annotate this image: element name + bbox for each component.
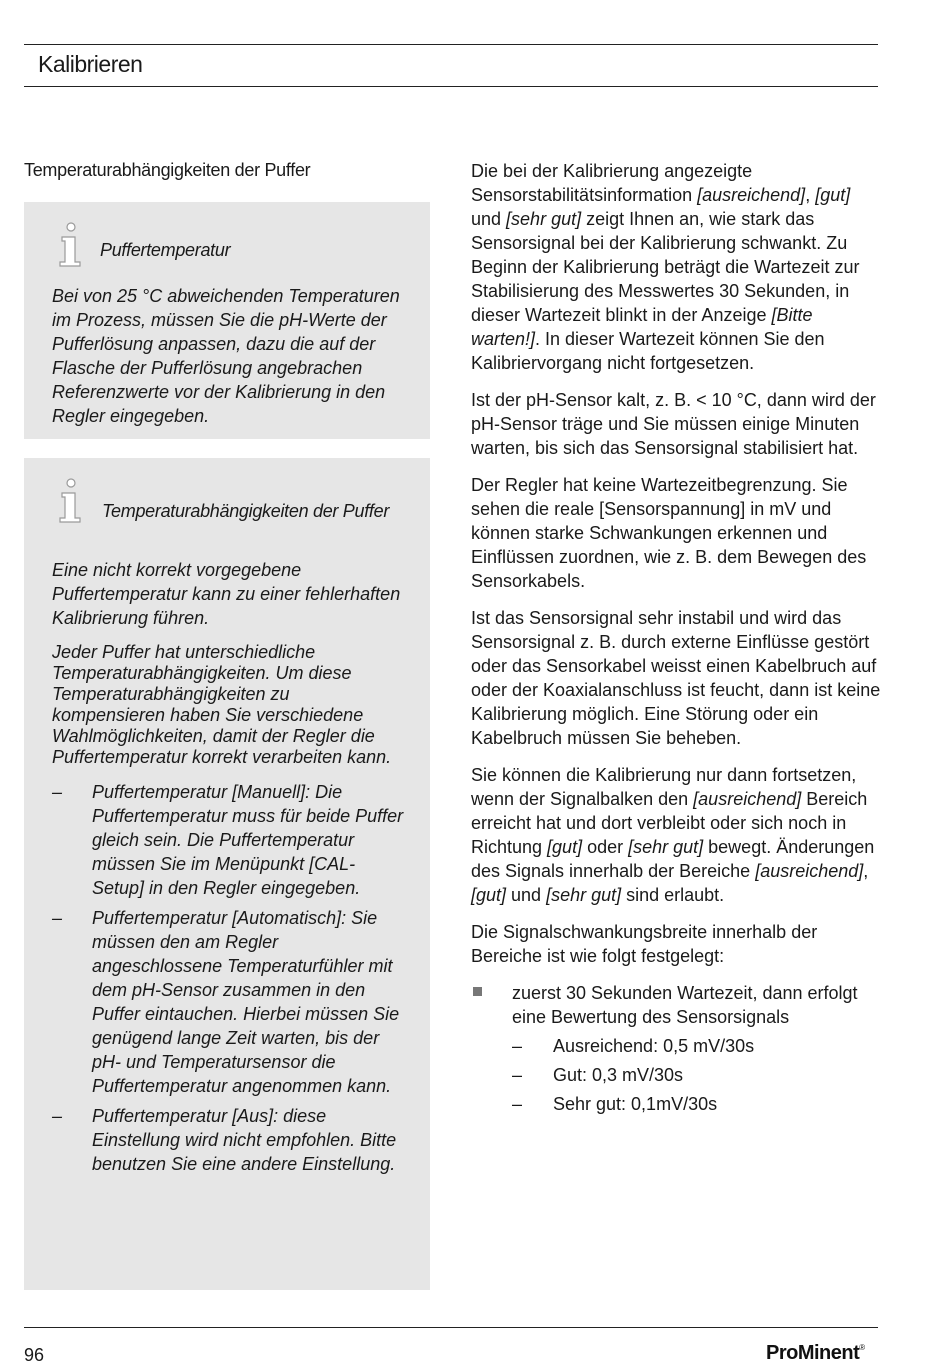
paragraph-stability-info: Die bei der Kalibrierung angezeigte Sensorstabilitätsinformation [ausreichend], [gut] und [sehr gut] zeigt Ihnen an, wie stark das Sensorsignal bei der Kalibrierung schwankt. Zu Beginn der Kalibrierung beträgt die Wartezeit zur Stabilisierung des Messwertes 30 Sekunden, in dieser Wartezeit blinkt in der Anzeige [Bitte warten!]. In dieser Wartezeit können Sie den Kalibriervorgang nicht fortgesetzen.	[471, 161, 860, 373]
paragraph-continue-calibration: Sie können die Kalibrierung nur dann fortsetzen, wenn der Signalbalken den [ausreichend] Bereich erreicht hat und dort verbleibt oder sich noch in Richtung [gut] oder [sehr gut] bewegt. Änderungen des Signals innerhalb der Bereiche [ausreichend], [gut] und [sehr gut] sind erlaubt.	[471, 765, 875, 905]
section-heading: Temperaturabhängigkeiten der Puffer	[24, 160, 311, 180]
note-paragraph: Jeder Puffer hat unterschiedliche Temperaturabhängigkeiten. Um diese Temperaturabhängigkeiten zu kompensieren haben Sie verschiedene Wahlmöglichkeiten, damit der Regler die Puffertemperatur korrekt verarbeiten kann.	[52, 642, 392, 767]
paragraph-no-time-limit: Der Regler hat keine Wartezeitbegrenzung. Sie sehen die reale [Sensorspannung] in mV und können starke Schwankungen erkennen und Einflüssen zuordnen, wie z. B. dem Bewegen des Sensorkabels.	[471, 475, 867, 591]
paragraph-cold-sensor: Ist der pH-Sensor kalt, z. B. < 10 °C, dann wird der pH-Sensor träge und Sie müssen einige Minuten warten, bis sich das Sensorsignal stabilisiert hat.	[471, 390, 876, 458]
note-box-puffertemperatur	[24, 202, 430, 439]
fluctuation-list	[471, 981, 881, 1119]
list-item: – Puffertemperatur [Manuell]: Die Puffertemperatur muss für beide Puffer gleich sein. Die Puffertemperatur müssen Sie im Menüpunkt [CAL-Setup] in den Regler eingegeben.	[52, 780, 406, 900]
fluctuation-sublist	[512, 1032, 881, 1119]
brand-logo: ProMinent®	[766, 1342, 865, 1364]
page-number: 96	[24, 1345, 45, 1365]
note-header	[52, 202, 406, 284]
list-item: zuerst 30 Sekunden Wartezeit, dann erfolgt eine Bewertung des Sensorsignals – Ausreichend: 0,5 mV/30s – Gut: 0,3 mV/30s – Sehr gut: 0,1mV/30s	[471, 981, 881, 1119]
paragraph-fluctuation-range: Die Signalschwankungsbreite innerhalb der Bereiche ist wie folgt festgelegt:	[471, 922, 818, 966]
list-item: – Gut: 0,3 mV/30s	[512, 1061, 881, 1090]
header-rule-top	[24, 44, 878, 45]
note-box-temperaturabhaengigkeiten	[24, 458, 430, 1290]
note-title: Puffertemperatur	[100, 240, 231, 260]
note-header	[52, 458, 406, 558]
header-rule-bottom	[24, 86, 878, 87]
buffer-temperature-options-list	[52, 780, 406, 1176]
list-item: – Puffertemperatur [Automatisch]: Sie müssen den am Regler angeschlossene Temperaturfühler mit dem pH-Sensor zusammen in den Puffer eintauchen. Hierbei müssen Sie genügend lange Zeit warten, bis der pH- und Temperatursensor die Puffertemperatur angenommen kann.	[52, 906, 406, 1098]
note-title: Temperaturabhängigkeiten der Puffer	[102, 501, 390, 521]
note-paragraph: Eine nicht korrekt vorgegebene Puffertemperatur kann zu einer fehlerhaften Kalibrierung führen.	[52, 560, 401, 628]
list-item: – Ausreichend: 0,5 mV/30s	[512, 1032, 881, 1061]
paragraph-unstable-signal: Ist das Sensorsignal sehr instabil und wird das Sensorsignal z. B. durch externe Einflüsse gestört oder das Sensorkabel weisst einen Kabelbruch auf oder der Koaxialanschluss ist feucht, dann ist keine Kalibrierung möglich. Eine Störung oder ein Kabelbruch müssen Sie beheben.	[471, 608, 881, 748]
list-item: – Puffertemperatur [Aus]: diese Einstellung wird nicht empfohlen. Bitte benutzen Sie eine andere Einstellung.	[52, 1104, 406, 1176]
note-text: Bei von 25 °C abweichenden Temperaturen im Prozess, müssen Sie die pH-Werte der Pufferlösung anpassen, dazu die auf der Flasche der Pufferlösung angebrachen Referenzwerte vor der Kalibrierung in den Regler eingegeben.	[52, 286, 400, 426]
right-column-text	[471, 159, 881, 1119]
page-header-title: Kalibrieren	[38, 51, 143, 77]
info-icon	[54, 222, 84, 268]
list-item: – Sehr gut: 0,1mV/30s	[512, 1090, 881, 1119]
footer-rule	[24, 1327, 878, 1328]
